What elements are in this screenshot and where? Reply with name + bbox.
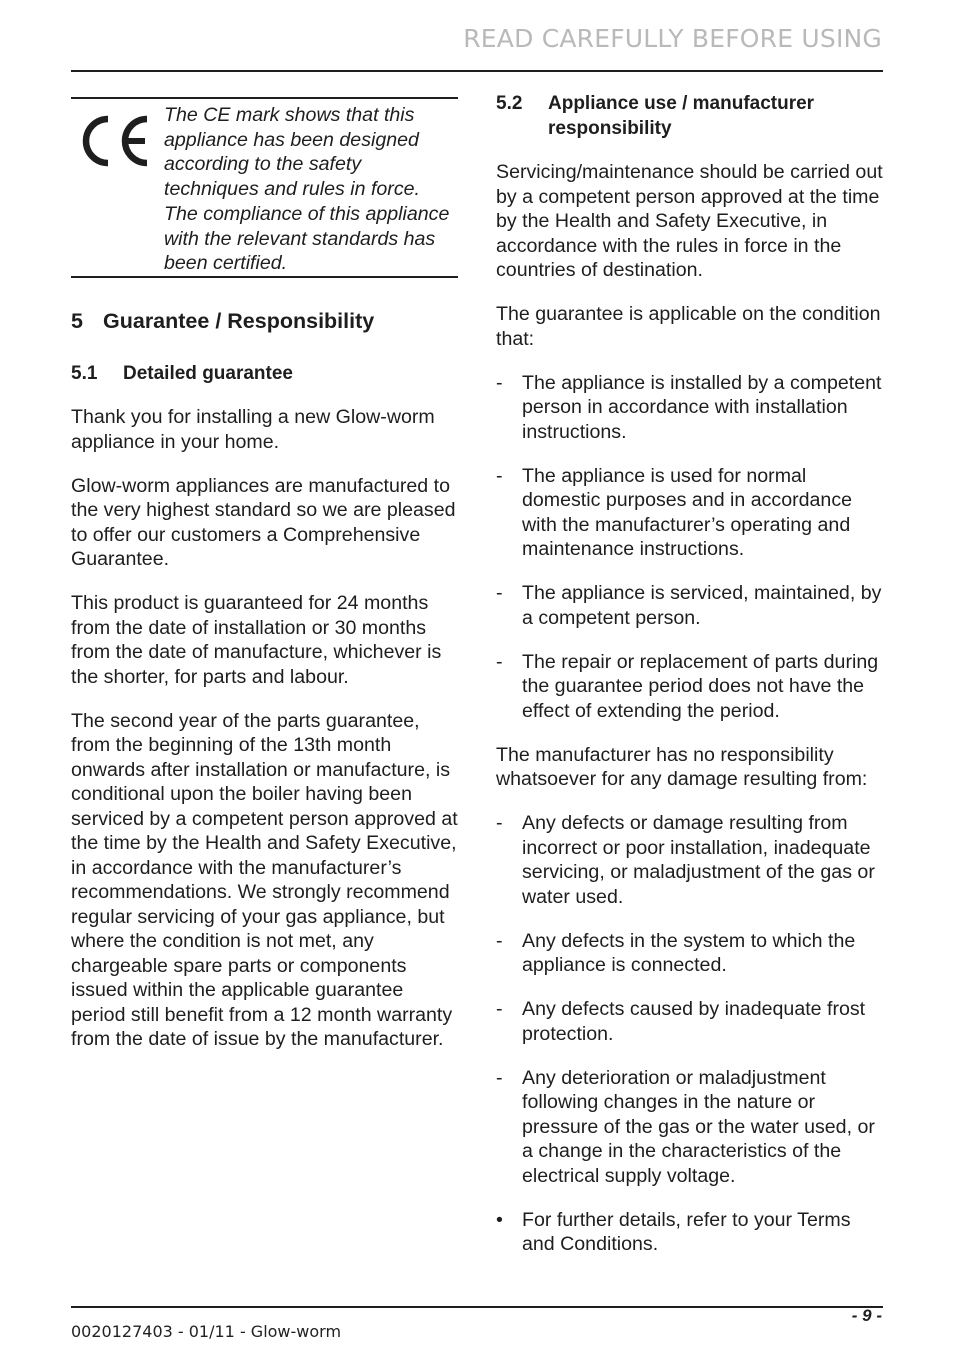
list-item-text: Any defects in the system to which the appliance is connected.: [522, 929, 856, 976]
subsection-title: Appliance use / manufacturer responsibility: [548, 93, 815, 139]
header-title: READ CAREFULLY BEFORE USING: [463, 24, 882, 53]
header-divider: [71, 70, 883, 72]
list-item-text: Any deterioration or maladjustment following changes in the nature or pressure of the gas or the water used, or a change in the characteristics of the electrical supply voltage.: [522, 1066, 875, 1187]
paragraph: Glow-worm appliances are manufactured to the very highest standard so we are pleased to offer our customers a Comprehensive Guarantee.: [71, 474, 456, 570]
section-number: 5: [71, 309, 83, 333]
dash-marker: -: [496, 650, 503, 673]
section-5-1-heading: [71, 361, 461, 386]
page-number: - 9 -: [851, 1306, 882, 1325]
list-item-text: The appliance is installed by a competent person in accordance with installation instructions.: [522, 371, 882, 443]
conditions-list: [496, 371, 886, 724]
exclusions-list: [496, 811, 886, 1257]
list-item-text: Any defects or damage resulting from incorrect or poor installation, inadequate servicing, or maladjustment of the gas or water used.: [522, 812, 875, 908]
right-column: [496, 91, 886, 1257]
list-item: [496, 371, 886, 445]
dash-marker: -: [496, 1066, 503, 1089]
dash-marker: -: [496, 582, 503, 604]
paragraph: The guarantee is applicable on the condition that:: [496, 303, 881, 350]
dash-marker: -: [496, 998, 503, 1020]
subsection-number: 5.2: [496, 93, 523, 114]
ce-notice-box: [71, 97, 458, 278]
list-item: [496, 581, 886, 630]
paragraph: The second year of the parts guarantee, from the beginning of the 13th month onwards after installation or manufacture, is conditional upon the boiler having been serviced by a competent person approved at the time by the Health and Safety Executive, in accordance with the manufacturer’s recommendations. We strongly recommend regular servicing of your gas appliance, but where the condition is not met, any chargeable spare parts or components issued within the applicable guarantee period still benefit from a 12 month warranty from the date of issue by the manufacturer.: [71, 709, 458, 1050]
footer-divider: [71, 1306, 883, 1308]
list-item: [496, 929, 886, 978]
paragraph: Thank you for installing a new Glow-worm appliance in your home.: [71, 406, 435, 453]
list-item-text: For further details, refer to your Terms and Conditions.: [522, 1208, 851, 1255]
paragraph: The manufacturer has no responsibility whatsoever for any damage resulting from:: [496, 743, 868, 790]
list-item-text: Any defects caused by inadequate frost protection.: [522, 998, 866, 1045]
paragraph: Servicing/maintenance should be carried out by a competent person approved at the time by the Health and Safety Executive, in accordance with the rules in force in the countries of destination.: [496, 161, 883, 281]
bullet-marker: •: [496, 1208, 503, 1231]
list-item-text: The appliance is used for normal domestic purposes and in accordance with the manufacturer’s operating and maintenance instructions.: [522, 464, 853, 560]
ce-notice-text: The CE mark shows that this appliance has been designed according to the safety techniques and rules in force. The compliance of this appliance with the relevant standards has been certified.: [164, 104, 450, 275]
list-item: [496, 811, 886, 909]
paragraph: This product is guaranteed for 24 months from the date of installation or 30 months from the date of manufacture, whichever is the shorter, for parts and labour.: [71, 592, 442, 688]
subsection-title: Detailed guarantee: [123, 363, 293, 384]
left-column: [71, 306, 461, 1052]
list-item-text: The appliance is serviced, maintained, by a competent person.: [522, 582, 882, 629]
list-item: [496, 1066, 886, 1189]
ce-mark-icon: [81, 113, 153, 169]
list-item: [496, 1208, 886, 1257]
section-5-heading: [71, 306, 461, 336]
dash-marker: -: [496, 929, 503, 952]
list-item: [496, 464, 886, 562]
document-reference: 0020127403 - 01/11 - Glow-worm: [71, 1322, 342, 1341]
subsection-number: 5.1: [71, 363, 98, 384]
list-item: [496, 650, 886, 724]
dash-marker: -: [496, 371, 503, 394]
dash-marker: -: [496, 464, 503, 487]
dash-marker: -: [496, 812, 503, 834]
list-item-text: The repair or replacement of parts during the guarantee period does not have the effect of extending the period.: [522, 650, 879, 722]
list-item: [496, 997, 886, 1046]
section-5-2-heading: [496, 91, 886, 141]
section-title: Guarantee / Responsibility: [103, 309, 375, 333]
